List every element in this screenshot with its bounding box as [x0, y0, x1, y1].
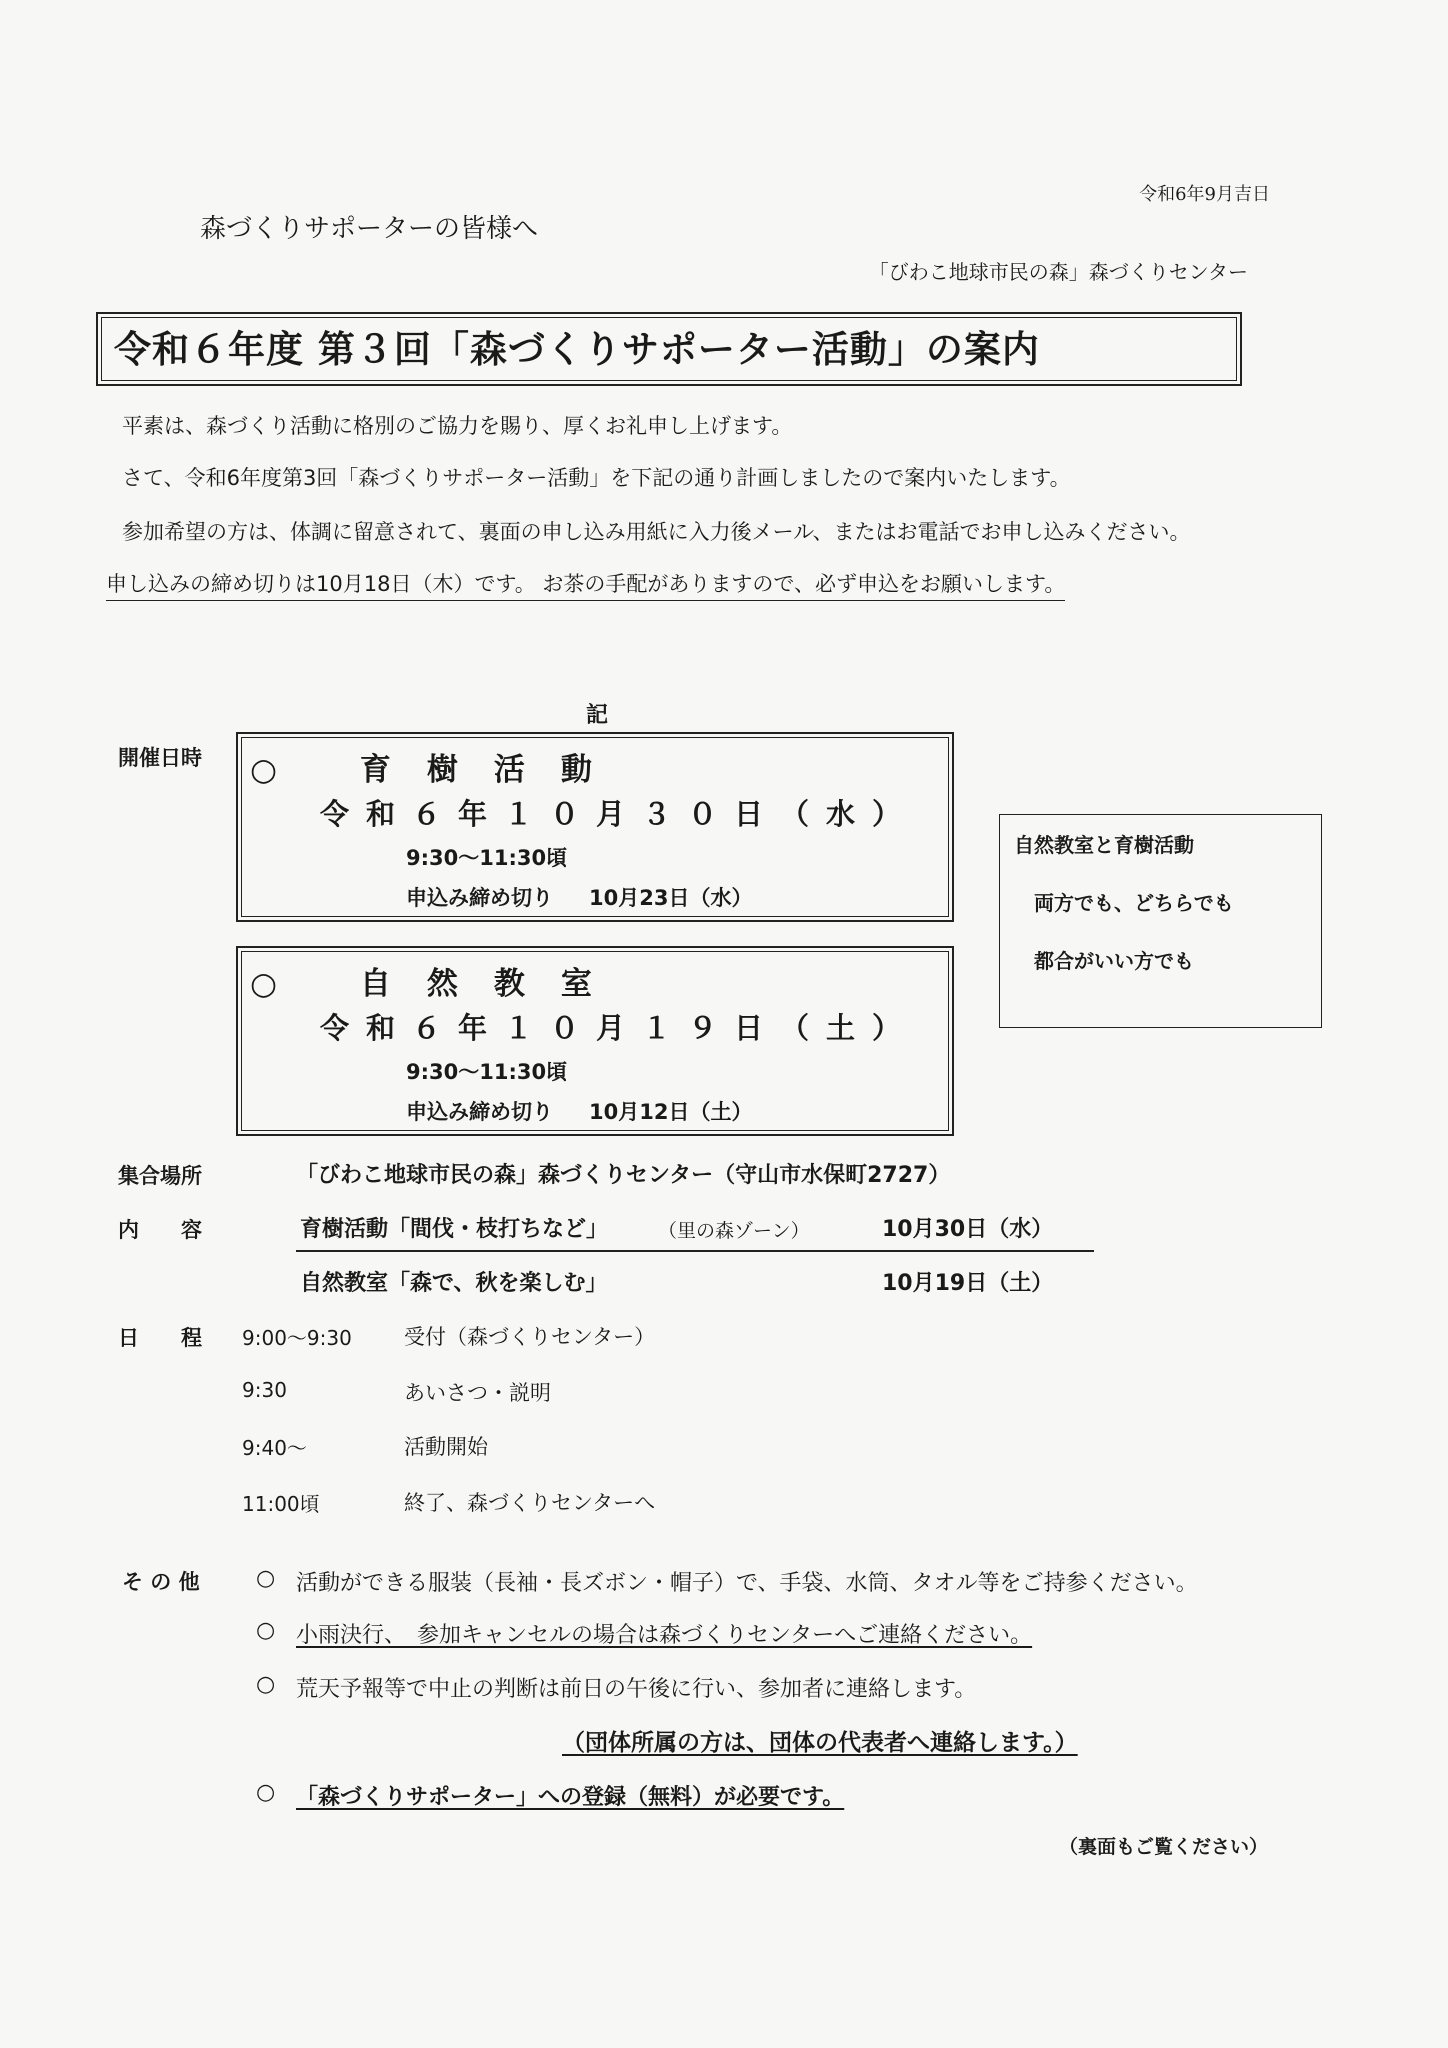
- side-note-box: [999, 814, 1322, 1028]
- schedule-desc-4: 終了、森づくりセンターへ: [404, 1491, 656, 1515]
- label-content: 内 容: [118, 1218, 202, 1242]
- other-item-2: 小雨決行、 参加キャンセルの場合は森づくりセンターへご連絡ください。: [296, 1623, 1033, 1648]
- content-divider: [296, 1250, 1094, 1252]
- deadline-label: 申込み締め切り: [406, 1100, 553, 1124]
- bullet-circle: ○: [256, 1618, 276, 1643]
- side-note-line-2: 両方でも、どちらでも: [1034, 891, 1234, 915]
- bullet-circle: ○: [256, 1672, 276, 1697]
- content-item-2-text: 自然教室「森で、秋を楽しむ」: [300, 1271, 608, 1296]
- activity-time: 9:30〜11:30頃: [406, 846, 568, 870]
- other-item-3: 荒天予報等で中止の判断は前日の午後に行い、参加者に連絡します。: [296, 1677, 977, 1702]
- activity-name: ○ 自然教室: [250, 966, 628, 1002]
- deadline-value: 10月23日（水）: [589, 886, 753, 910]
- schedule-desc-2: あいさつ・説明: [404, 1381, 551, 1405]
- activity-date: 令和６年１０月１９日（土）: [320, 1011, 919, 1045]
- meeting-place: 「びわこ地球市民の森」森づくりセンター（守山市水保町2727）: [296, 1163, 951, 1188]
- content-item-2-date: 10月19日（土）: [882, 1271, 1054, 1296]
- addressee: 森づくりサポーターの皆様へ: [200, 214, 539, 244]
- activity-deadline: [406, 1096, 752, 1126]
- activity-deadline: [406, 882, 752, 912]
- activity-box-ikuju: [236, 732, 954, 922]
- schedule-time-2: 9:30: [242, 1378, 287, 1402]
- deadline-label: 申込み締め切り: [406, 886, 553, 910]
- deadline-value: 10月12日（土）: [589, 1100, 753, 1124]
- bullet-circle: ○: [256, 1780, 276, 1805]
- bullet-circle: ○: [256, 1566, 276, 1591]
- other-item-4: 「森づくりサポーター」への登録（無料）が必要です。: [296, 1785, 845, 1810]
- content-item-1-text: 育樹活動「間伐・枝打ちなど」: [300, 1217, 609, 1242]
- content-item-1-date: 10月30日（水）: [882, 1217, 1054, 1242]
- issue-date: 令和6年9月吉日: [1139, 184, 1270, 205]
- activity-box-shizen: [236, 946, 954, 1136]
- schedule-time-3: 9:40〜: [242, 1436, 307, 1460]
- schedule-desc-3: 活動開始: [404, 1435, 488, 1459]
- sender: 「びわこ地球市民の森」森づくりセンター: [868, 260, 1248, 284]
- activity-name: ○ 育樹活動: [250, 752, 628, 788]
- content-item-1-note: （里の森ゾーン）: [658, 1220, 810, 1242]
- other-item-3-note: （団体所属の方は、団体の代表者へ連絡します。）: [562, 1730, 1078, 1756]
- schedule-time-4: 11:00頃: [242, 1492, 320, 1516]
- intro-line-2: さて、令和6年度第3回「森づくりサポーター活動」を下記の通り計画しましたので案内いたします。: [122, 466, 1071, 490]
- side-note-line-1: 自然教室と育樹活動: [1014, 833, 1194, 857]
- intro-line-3: 参加希望の方は、体調に留意されて、裏面の申し込み用紙に入力後メール、またはお電話でお申し込みください。: [122, 520, 1191, 544]
- label-place: 集合場所: [118, 1164, 202, 1188]
- label-schedule: 日 程: [118, 1326, 202, 1350]
- label-other: そ の 他: [122, 1570, 200, 1594]
- title-box: [96, 312, 1242, 386]
- footer-note: （裏面もご覧ください）: [1058, 1836, 1268, 1858]
- ki-heading: 記: [586, 703, 609, 728]
- activity-date: 令和６年１０月３０日（水）: [320, 797, 919, 831]
- label-date: 開催日時: [118, 746, 202, 770]
- intro-line-1: 平素は、森づくり活動に格別のご協力を賜り、厚くお礼申し上げます。: [122, 414, 793, 438]
- activity-time: 9:30〜11:30頃: [406, 1060, 568, 1084]
- schedule-desc-1: 受付（森づくりセンター）: [404, 1325, 656, 1349]
- intro-deadline-line: 申し込みの締め切りは10月18日（木）です。 お茶の手配がありますので、必ず申込をお願いします。: [106, 568, 1065, 601]
- schedule-time-1: 9:00〜9:30: [242, 1326, 352, 1350]
- page-title: 令和６年度 第３回「森づくりサポーター活動」の案内: [101, 317, 1237, 381]
- other-item-1: 活動ができる服装（長袖・長ズボン・帽子）で、手袋、水筒、タオル等をご持参ください。: [296, 1571, 1198, 1596]
- side-note-line-3: 都合がいい方でも: [1034, 949, 1194, 973]
